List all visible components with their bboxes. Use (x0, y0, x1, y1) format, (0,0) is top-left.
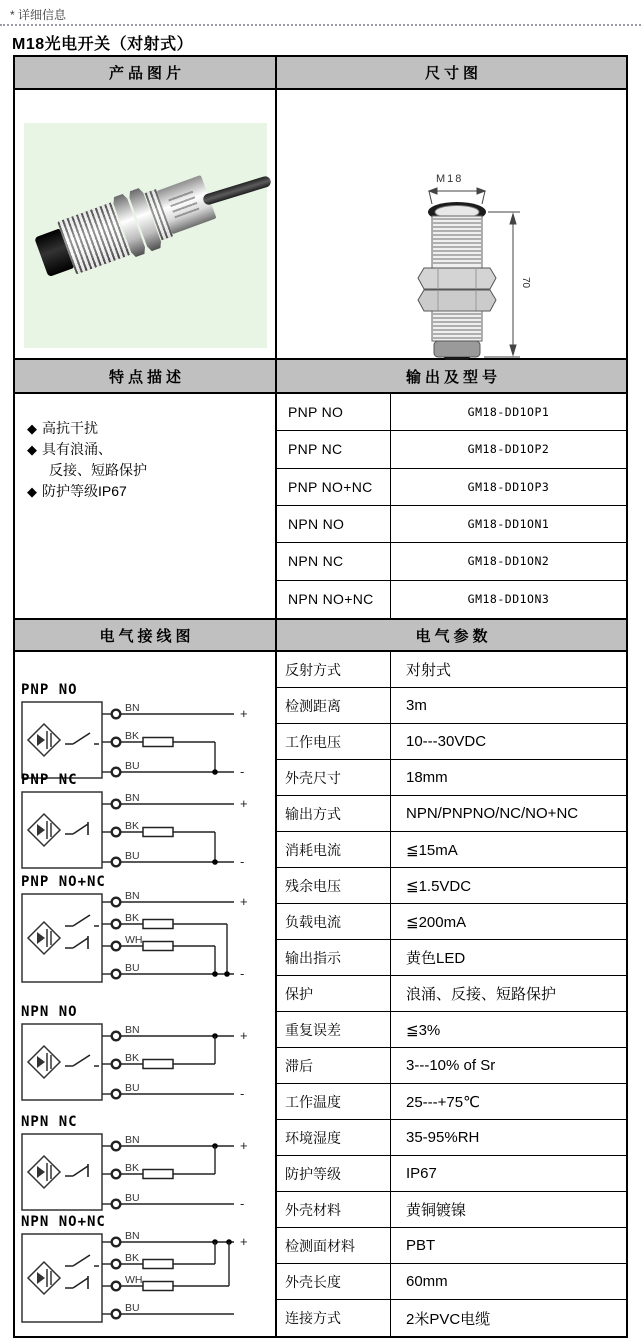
parameter-row (277, 796, 626, 832)
wire-label: BK (125, 1162, 140, 1174)
wiring-diagram-label: PNP NC (21, 772, 78, 788)
wiring-svg (19, 1130, 271, 1216)
parameter-name: 检测面材料 (277, 1228, 391, 1263)
wire-terminal (112, 710, 121, 719)
model-number: GM18-DD1OP1 (467, 405, 550, 420)
output-type: NPN NC (277, 543, 391, 579)
parameter-value: 浪涌、反接、短路保护 (406, 986, 557, 1003)
model-number: GM18-DD1ON2 (467, 554, 550, 569)
wiring-diagram-svg (19, 1230, 273, 1333)
parameter-name: 连接方式 (277, 1300, 391, 1336)
parameter-row (277, 1084, 626, 1120)
parameter-value: 3---10% of Sr (406, 1057, 496, 1074)
parameter-name: 输出方式 (277, 796, 391, 831)
wire-label: BU (125, 962, 140, 974)
wiring-diagram (19, 772, 273, 879)
parameter-value: 25---+75℃ (406, 1093, 480, 1111)
parameter-name: 工作温度 (277, 1084, 391, 1119)
load-resistor (143, 1260, 173, 1269)
features-list (15, 394, 275, 502)
diamond-bullet-icon: ◆ (27, 442, 37, 457)
parameter-row (277, 832, 626, 868)
parameter-row (277, 1228, 626, 1264)
parameter-name: 外壳长度 (277, 1264, 391, 1299)
feature-text: 高抗干扰 (42, 420, 98, 436)
wire-label: BK (125, 730, 140, 742)
parameter-name: 工作电压 (277, 724, 391, 759)
minus-terminal: - (240, 966, 245, 981)
wire-terminal (112, 920, 121, 929)
wiring-diagram-label: NPN NO+NC (21, 1214, 106, 1230)
load-resistor (143, 828, 173, 837)
parameter-value: 黄铜镀镍 (406, 1202, 467, 1219)
sensor-symbol-icon (28, 1046, 60, 1078)
thread-dim-label: M18 (436, 173, 464, 185)
parameter-row (277, 688, 626, 724)
detail-info-note: * 详细信息 (10, 8, 67, 22)
plus-terminal: + (240, 1138, 248, 1153)
parameter-name: 外壳尺寸 (277, 760, 391, 795)
wire-terminal (112, 1310, 121, 1319)
parameter-name: 残余电压 (277, 868, 391, 903)
parameter-name: 环境湿度 (277, 1120, 391, 1155)
feature-text: 具有浪涌、 (42, 441, 112, 457)
parameter-value: ≦15mA (406, 841, 458, 859)
wire-label: WH (125, 1274, 143, 1286)
parameter-row (277, 1120, 626, 1156)
wiring-diagram (19, 874, 273, 993)
model-number: GM18-DD1ON3 (467, 592, 550, 607)
parameter-name: 检测距离 (277, 688, 391, 723)
header-wiring: 电气接线图 (15, 620, 277, 652)
parameter-value: 黄色LED (406, 950, 466, 967)
output-models-cell (277, 394, 626, 620)
plus-terminal: + (240, 796, 248, 811)
parameters-cell (277, 652, 626, 1336)
sensor-symbol-icon (28, 1262, 60, 1294)
parameter-name: 负载电流 (277, 904, 391, 939)
header-output-models: 输出及型号 (277, 360, 626, 394)
wire-label: BU (125, 760, 140, 772)
parameter-name: 滞后 (277, 1048, 391, 1083)
feature-item (27, 481, 265, 502)
product-photo (24, 123, 267, 348)
wiring-diagram-label: PNP NO+NC (21, 874, 106, 890)
wire-terminal (112, 1060, 121, 1069)
load-resistor (143, 1282, 173, 1291)
output-type: NPN NO (277, 506, 391, 542)
wiring-svg (19, 1230, 271, 1328)
wiring-svg (19, 1020, 271, 1106)
output-model-row (277, 543, 626, 580)
features-cell (15, 394, 277, 620)
parameter-name: 外壳材料 (277, 1192, 391, 1227)
parameter-name: 重复误差 (277, 1012, 391, 1047)
parameter-value: 3m (406, 697, 427, 714)
wiring-svg (19, 788, 271, 874)
load-resistor (143, 1170, 173, 1179)
load-resistor (143, 942, 173, 951)
wire-terminal (112, 1032, 121, 1041)
parameter-name: 防护等级 (277, 1156, 391, 1191)
header-dimension: 尺寸图 (277, 57, 626, 90)
model-number: GM18-DD1OP2 (467, 442, 550, 457)
wire-terminal (112, 738, 121, 747)
wire-label: BN (125, 702, 140, 714)
parameter-value: IP67 (406, 1165, 437, 1182)
wire-label: BN (125, 792, 140, 804)
wire-label: BU (125, 1302, 140, 1314)
wiring-diagrams-cell (15, 652, 277, 1336)
sensor-cable (202, 175, 272, 206)
parameter-name: 消耗电流 (277, 832, 391, 867)
minus-terminal: - (240, 1086, 245, 1101)
parameter-row (277, 1192, 626, 1228)
sensor-box (22, 792, 102, 868)
wiring-diagram (19, 1214, 273, 1333)
sensor-box (22, 702, 102, 778)
parameter-row (277, 1048, 626, 1084)
wire-terminal (112, 942, 121, 951)
load-resistor (143, 920, 173, 929)
wire-label: BK (125, 1252, 140, 1264)
diamond-bullet-icon: ◆ (27, 421, 37, 436)
wiring-diagram (19, 1004, 273, 1111)
output-type: PNP NO+NC (277, 469, 391, 505)
plus-terminal: + (240, 1028, 248, 1043)
sensor-box (22, 1134, 102, 1210)
page-title: M18光电开关（对射式） (12, 36, 194, 53)
sensor-box (22, 894, 102, 982)
header-features: 特点描述 (15, 360, 277, 394)
minus-terminal: - (240, 1196, 245, 1211)
diamond-bullet-icon: ◆ (27, 484, 37, 499)
plus-terminal: + (240, 1234, 248, 1249)
wire-label: BK (125, 1052, 140, 1064)
parameters-table (277, 652, 626, 1336)
wiring-diagram-svg (19, 1130, 273, 1221)
parameter-value: 18mm (406, 769, 448, 786)
output-type: PNP NO (277, 394, 391, 430)
dotted-divider (0, 24, 641, 26)
parameter-value: ≦1.5VDC (406, 877, 472, 895)
parameter-value: ≦200mA (406, 913, 467, 931)
wire-terminal (112, 898, 121, 907)
wire-label: BN (125, 1230, 140, 1242)
header-parameters: 电气参数 (277, 620, 626, 652)
wire-label: WH (125, 934, 143, 946)
wire-terminal (112, 1200, 121, 1209)
feature-text: 反接、短路保护 (49, 462, 147, 478)
feature-text: 防护等级IP67 (42, 483, 127, 499)
output-model-row (277, 469, 626, 506)
wire-terminal (112, 858, 121, 867)
wire-label: BU (125, 850, 140, 862)
wiring-diagram-svg (19, 1020, 273, 1111)
wire-label: BN (125, 1134, 140, 1146)
wire-terminal (112, 970, 121, 979)
wire-terminal (112, 1170, 121, 1179)
minus-terminal: - (240, 854, 245, 869)
parameter-row (277, 904, 626, 940)
wire-label: BU (125, 1082, 140, 1094)
parameter-row (277, 1012, 626, 1048)
product-photo-cell (15, 90, 277, 360)
wiring-diagram-svg (19, 890, 273, 993)
sensor-symbol-icon (28, 814, 60, 846)
wire-terminal (112, 1260, 121, 1269)
sensor-box (22, 1024, 102, 1100)
length-dim-label: 70 (520, 277, 531, 289)
parameter-value: 2米PVC电缆 (406, 1310, 491, 1328)
plus-terminal: + (240, 706, 248, 721)
wire-label: BK (125, 820, 140, 832)
output-model-row (277, 581, 626, 618)
output-type: PNP NC (277, 431, 391, 467)
parameter-row (277, 868, 626, 904)
parameter-row (277, 724, 626, 760)
parameter-row (277, 1264, 626, 1300)
wiring-svg (19, 890, 271, 988)
parameter-row (277, 652, 626, 688)
parameter-row (277, 1156, 626, 1192)
feature-item (27, 460, 265, 481)
parameter-name: 输出指示 (277, 940, 391, 975)
wiring-diagram-label: NPN NO (21, 1004, 78, 1020)
model-number: GM18-DD1OP3 (467, 479, 550, 494)
wire-label: BK (125, 912, 140, 924)
parameter-row (277, 760, 626, 796)
parameter-row (277, 940, 626, 976)
wire-label: BN (125, 1024, 140, 1036)
sensor-symbol-icon (28, 724, 60, 756)
wire-label: BU (125, 1192, 140, 1204)
wiring-diagram (19, 1114, 273, 1221)
parameter-value: 60mm (406, 1273, 448, 1290)
parameter-name: 反射方式 (277, 652, 391, 687)
feature-item (27, 418, 265, 439)
output-model-row (277, 506, 626, 543)
wire-terminal (112, 1282, 121, 1291)
parameter-row (277, 1300, 626, 1336)
sensor-box (22, 1234, 102, 1322)
parameter-name: 保护 (277, 976, 391, 1011)
parameter-value: 35-95%RH (406, 1129, 480, 1146)
wiring-diagram-label: PNP NO (21, 682, 78, 698)
wire-terminal (112, 1090, 121, 1099)
wire-terminal (112, 800, 121, 809)
parameter-value: 10---30VDC (406, 733, 487, 750)
parameter-value: PBT (406, 1237, 436, 1254)
header-product-image: 产品图片 (15, 57, 277, 90)
output-model-row (277, 431, 626, 468)
feature-item (27, 439, 265, 460)
wiring-diagram-label: NPN NC (21, 1114, 78, 1130)
wire-label: BN (125, 890, 140, 902)
sensor-symbol-icon (28, 1156, 60, 1188)
parameter-value: 对射式 (406, 662, 452, 679)
wire-terminal (112, 828, 121, 837)
wiring-diagram-svg (19, 788, 273, 879)
output-type: NPN NO+NC (277, 581, 391, 618)
spec-table (13, 55, 628, 1338)
output-model-row (277, 394, 626, 431)
parameter-row (277, 976, 626, 1012)
sensor-symbol-icon (28, 922, 60, 954)
sensor-photo-body (30, 166, 219, 287)
load-resistor (143, 1060, 173, 1069)
model-number: GM18-DD1ON1 (467, 517, 550, 532)
wire-terminal (112, 1238, 121, 1247)
wire-terminal (112, 1142, 121, 1151)
plus-terminal: + (240, 894, 248, 909)
dimension-cell (277, 90, 626, 360)
parameter-value: NPN/PNPNO/NC/NO+NC (406, 805, 579, 822)
load-resistor (143, 738, 173, 747)
parameter-value: ≦3% (406, 1021, 441, 1039)
minus-terminal: - (240, 764, 245, 779)
output-models-table (277, 394, 626, 618)
